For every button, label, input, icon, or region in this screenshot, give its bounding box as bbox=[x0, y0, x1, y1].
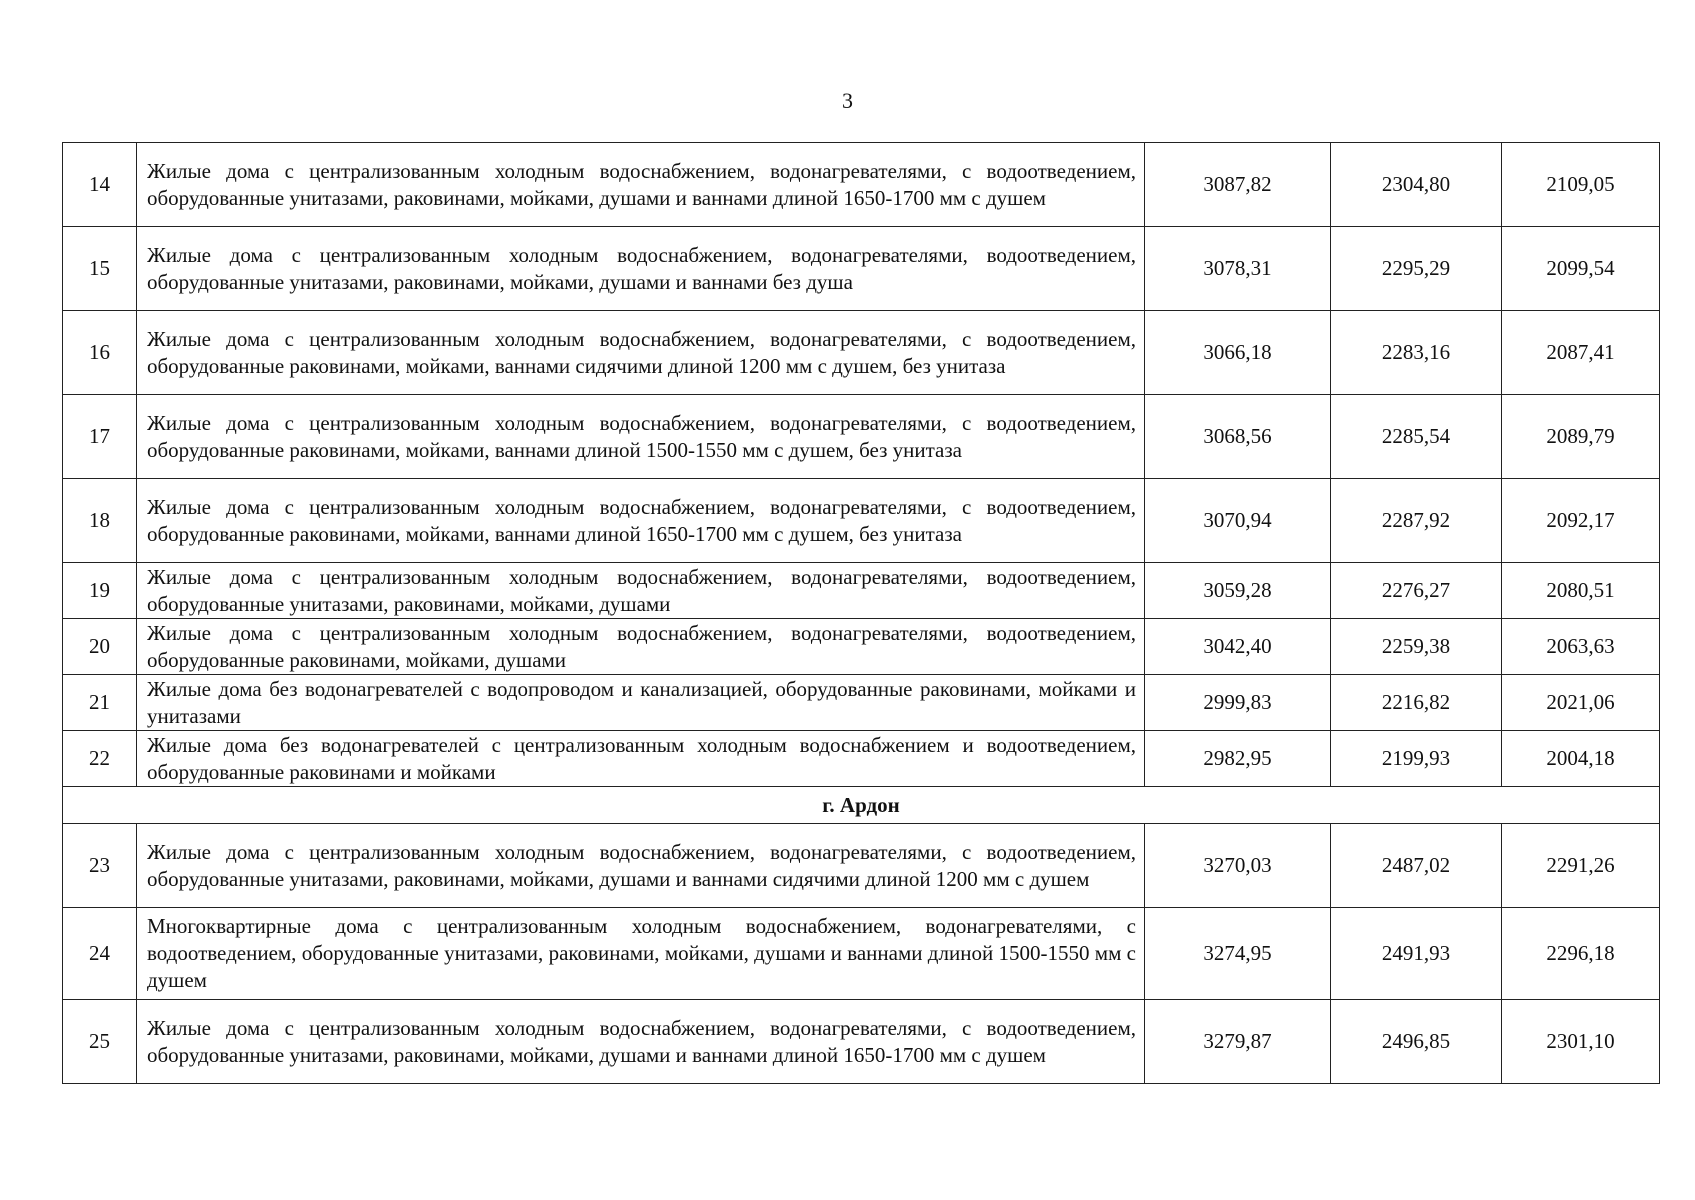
row-description: Жилые дома без водонагревателей с централизованным холодным водоснабжением и водоотведением, оборудованные раковинами и мойками bbox=[137, 731, 1145, 787]
row-number: 15 bbox=[63, 227, 137, 311]
table-row bbox=[63, 1000, 1660, 1084]
section-title: г. Ардон bbox=[63, 787, 1660, 824]
value-col-1: 3042,40 bbox=[1145, 619, 1331, 675]
value-col-1: 3279,87 bbox=[1145, 1000, 1331, 1084]
row-number: 22 bbox=[63, 731, 137, 787]
value-col-1: 3070,94 bbox=[1145, 479, 1331, 563]
value-col-2: 2487,02 bbox=[1331, 824, 1502, 908]
row-description: Жилые дома с централизованным холодным водоснабжением, водонагревателями, водоотведением, оборудованные унитазами, раковинами, мойками, душами и ваннами без душа bbox=[137, 227, 1145, 311]
value-col-2: 2304,80 bbox=[1331, 143, 1502, 227]
value-col-2: 2276,27 bbox=[1331, 563, 1502, 619]
value-col-3: 2004,18 bbox=[1502, 731, 1660, 787]
value-col-3: 2291,26 bbox=[1502, 824, 1660, 908]
value-col-1: 3068,56 bbox=[1145, 395, 1331, 479]
row-number: 24 bbox=[63, 908, 137, 1000]
value-col-3: 2089,79 bbox=[1502, 395, 1660, 479]
value-col-1: 3059,28 bbox=[1145, 563, 1331, 619]
table-row bbox=[63, 824, 1660, 908]
value-col-2: 2491,93 bbox=[1331, 908, 1502, 1000]
page-number: 3 bbox=[842, 88, 853, 113]
value-col-3: 2063,63 bbox=[1502, 619, 1660, 675]
row-description: Жилые дома с централизованным холодным водоснабжением, водонагревателями, с водоотведением, оборудованные унитазами, раковинами, мойками, душами и ваннами сидячими длиной 1200 мм с душем bbox=[137, 824, 1145, 908]
row-number: 19 bbox=[63, 563, 137, 619]
value-col-1: 2982,95 bbox=[1145, 731, 1331, 787]
table-row bbox=[63, 227, 1660, 311]
table-row bbox=[63, 675, 1660, 731]
row-description: Жилые дома с централизованным холодным водоснабжением, водонагревателями, с водоотведением, оборудованные унитазами, раковинами, мойками, душами и ваннами длиной 1650-1700 мм с душем bbox=[137, 1000, 1145, 1084]
row-description: Жилые дома с централизованным холодным водоснабжением, водонагревателями, с водоотведением, оборудованные унитазами, раковинами, мойками, душами и ваннами длиной 1650-1700 мм с душем bbox=[137, 143, 1145, 227]
value-col-1: 3066,18 bbox=[1145, 311, 1331, 395]
value-col-2: 2496,85 bbox=[1331, 1000, 1502, 1084]
row-description: Жилые дома с централизованным холодным водоснабжением, водонагревателями, водоотведением, оборудованные унитазами, раковинами, мойками, душами bbox=[137, 563, 1145, 619]
value-col-3: 2021,06 bbox=[1502, 675, 1660, 731]
row-number: 14 bbox=[63, 143, 137, 227]
value-col-1: 3078,31 bbox=[1145, 227, 1331, 311]
value-col-3: 2099,54 bbox=[1502, 227, 1660, 311]
value-col-3: 2087,41 bbox=[1502, 311, 1660, 395]
table-row bbox=[63, 395, 1660, 479]
value-col-2: 2287,92 bbox=[1331, 479, 1502, 563]
table-row bbox=[63, 479, 1660, 563]
table-row bbox=[63, 731, 1660, 787]
row-number: 17 bbox=[63, 395, 137, 479]
value-col-2: 2285,54 bbox=[1331, 395, 1502, 479]
value-col-3: 2301,10 bbox=[1502, 1000, 1660, 1084]
value-col-1: 3270,03 bbox=[1145, 824, 1331, 908]
row-number: 21 bbox=[63, 675, 137, 731]
value-col-1: 3087,82 bbox=[1145, 143, 1331, 227]
row-description: Многоквартирные дома с централизованным холодным водоснабжением, водонагревателями, с водоотведением, оборудованные унитазами, раковинами, мойками, душами и ваннами длиной 1500-1550 мм с душем bbox=[137, 908, 1145, 1000]
row-number: 18 bbox=[63, 479, 137, 563]
value-col-3: 2080,51 bbox=[1502, 563, 1660, 619]
row-number: 25 bbox=[63, 1000, 137, 1084]
value-col-2: 2199,93 bbox=[1331, 731, 1502, 787]
value-col-1: 3274,95 bbox=[1145, 908, 1331, 1000]
value-col-1: 2999,83 bbox=[1145, 675, 1331, 731]
row-number: 23 bbox=[63, 824, 137, 908]
table-row bbox=[63, 311, 1660, 395]
section-header-row bbox=[63, 787, 1660, 824]
table-row bbox=[63, 563, 1660, 619]
row-number: 16 bbox=[63, 311, 137, 395]
table-row bbox=[63, 619, 1660, 675]
row-description: Жилые дома без водонагревателей с водопроводом и канализацией, оборудованные раковинами, мойками и унитазами bbox=[137, 675, 1145, 731]
value-col-3: 2109,05 bbox=[1502, 143, 1660, 227]
tariff-table bbox=[62, 142, 1660, 1084]
row-description: Жилые дома с централизованным холодным водоснабжением, водонагревателями, с водоотведением, оборудованные раковинами, мойками, ваннами длиной 1500-1550 мм с душем, без унитаза bbox=[137, 395, 1145, 479]
table-row bbox=[63, 143, 1660, 227]
value-col-2: 2259,38 bbox=[1331, 619, 1502, 675]
row-description: Жилые дома с централизованным холодным водоснабжением, водонагревателями, водоотведением, оборудованные раковинами, мойками, душами bbox=[137, 619, 1145, 675]
value-col-3: 2092,17 bbox=[1502, 479, 1660, 563]
value-col-2: 2216,82 bbox=[1331, 675, 1502, 731]
table-row bbox=[63, 908, 1660, 1000]
row-number: 20 bbox=[63, 619, 137, 675]
row-description: Жилые дома с централизованным холодным водоснабжением, водонагревателями, с водоотведением, оборудованные раковинами, мойками, ваннами сидячими длиной 1200 мм с душем, без унитаза bbox=[137, 311, 1145, 395]
value-col-2: 2283,16 bbox=[1331, 311, 1502, 395]
value-col-3: 2296,18 bbox=[1502, 908, 1660, 1000]
value-col-2: 2295,29 bbox=[1331, 227, 1502, 311]
row-description: Жилые дома с централизованным холодным водоснабжением, водонагревателями, с водоотведением, оборудованные раковинами, мойками, ваннами длиной 1650-1700 мм с душем, без унитаза bbox=[137, 479, 1145, 563]
